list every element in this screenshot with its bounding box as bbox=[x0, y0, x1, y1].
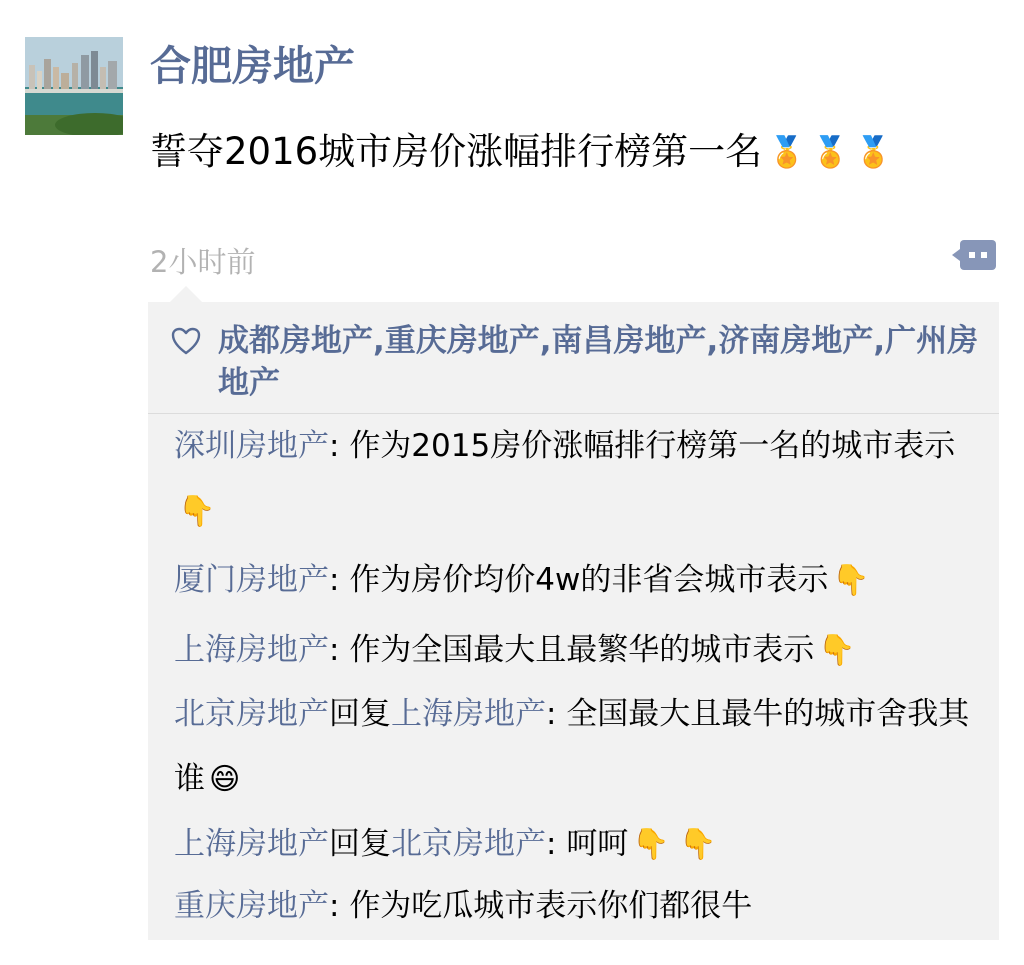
reply-word: 回复 bbox=[329, 696, 391, 732]
comment-author[interactable]: 重庆房地产 bbox=[174, 888, 329, 924]
comment-text: 作为房价均价4w的非省会城市表示 bbox=[349, 562, 829, 598]
post-text bbox=[150, 126, 892, 179]
post-body: 誓夺2016城市房价涨幅排行榜第一名 bbox=[150, 130, 763, 173]
comment-author[interactable]: 北京房地产 bbox=[174, 696, 329, 732]
comment-author[interactable]: 上海房地产 bbox=[174, 826, 329, 862]
reply-word: 回复 bbox=[329, 826, 391, 862]
pointing-down-icon: 👇 👇 bbox=[632, 827, 717, 862]
medal-icon: 🏅 bbox=[768, 135, 806, 170]
pointing-down-icon: 👇 bbox=[832, 563, 870, 598]
comment-separator: : bbox=[329, 632, 350, 668]
reply-target[interactable]: 北京房地产 bbox=[391, 826, 546, 862]
comment-item[interactable] bbox=[174, 812, 984, 877]
comment-separator: : bbox=[329, 888, 350, 924]
comment-text: 全国最大且最牛的城市舍我其谁 bbox=[174, 696, 970, 797]
comment-separator: : bbox=[546, 696, 567, 732]
more-comment-button[interactable] bbox=[950, 237, 998, 273]
comment-separator: : bbox=[329, 562, 350, 598]
grinning-face-icon: 😄 bbox=[209, 762, 241, 797]
comment-text: 作为2015房价涨幅排行榜第一名的城市表示 bbox=[349, 428, 956, 464]
comment-text: 作为吃瓜城市表示你们都很牛 bbox=[349, 888, 753, 924]
comment-author[interactable]: 厦门房地产 bbox=[174, 562, 329, 598]
reply-target[interactable]: 上海房地产 bbox=[391, 696, 546, 732]
pointing-down-icon: 👇 bbox=[818, 633, 856, 668]
likes-row bbox=[148, 302, 999, 414]
comment-item[interactable] bbox=[174, 414, 984, 544]
post-timestamp: 2小时前 bbox=[150, 245, 256, 279]
panel-pointer bbox=[170, 286, 202, 302]
comment-text: 呵呵 bbox=[566, 826, 629, 862]
pointing-down-icon: 👇 bbox=[178, 494, 216, 529]
poster-name[interactable]: 合肥房地产 bbox=[150, 42, 355, 90]
comment-separator: : bbox=[546, 826, 567, 862]
comment-item[interactable] bbox=[174, 682, 984, 812]
comment-item[interactable] bbox=[174, 548, 984, 613]
comment-author[interactable]: 深圳房地产 bbox=[174, 428, 329, 464]
comment-text: 作为全国最大且最繁华的城市表示 bbox=[349, 632, 815, 668]
medal-icon: 🏅 bbox=[811, 135, 849, 170]
comment-item[interactable] bbox=[174, 618, 984, 683]
medal-icon: 🏅 bbox=[854, 135, 893, 170]
comment-item[interactable] bbox=[174, 874, 984, 939]
heart-icon bbox=[171, 327, 201, 355]
comment-panel bbox=[148, 302, 999, 940]
city-skyline-avatar-image bbox=[25, 37, 123, 135]
comment-separator: : bbox=[329, 428, 350, 464]
avatar[interactable] bbox=[25, 37, 123, 135]
more-comment-icon bbox=[950, 237, 998, 273]
likes-names[interactable]: 成都房地产,重庆房地产,南昌房地产,济南房地产,广州房地产 bbox=[218, 323, 979, 401]
comment-author[interactable]: 上海房地产 bbox=[174, 632, 329, 668]
